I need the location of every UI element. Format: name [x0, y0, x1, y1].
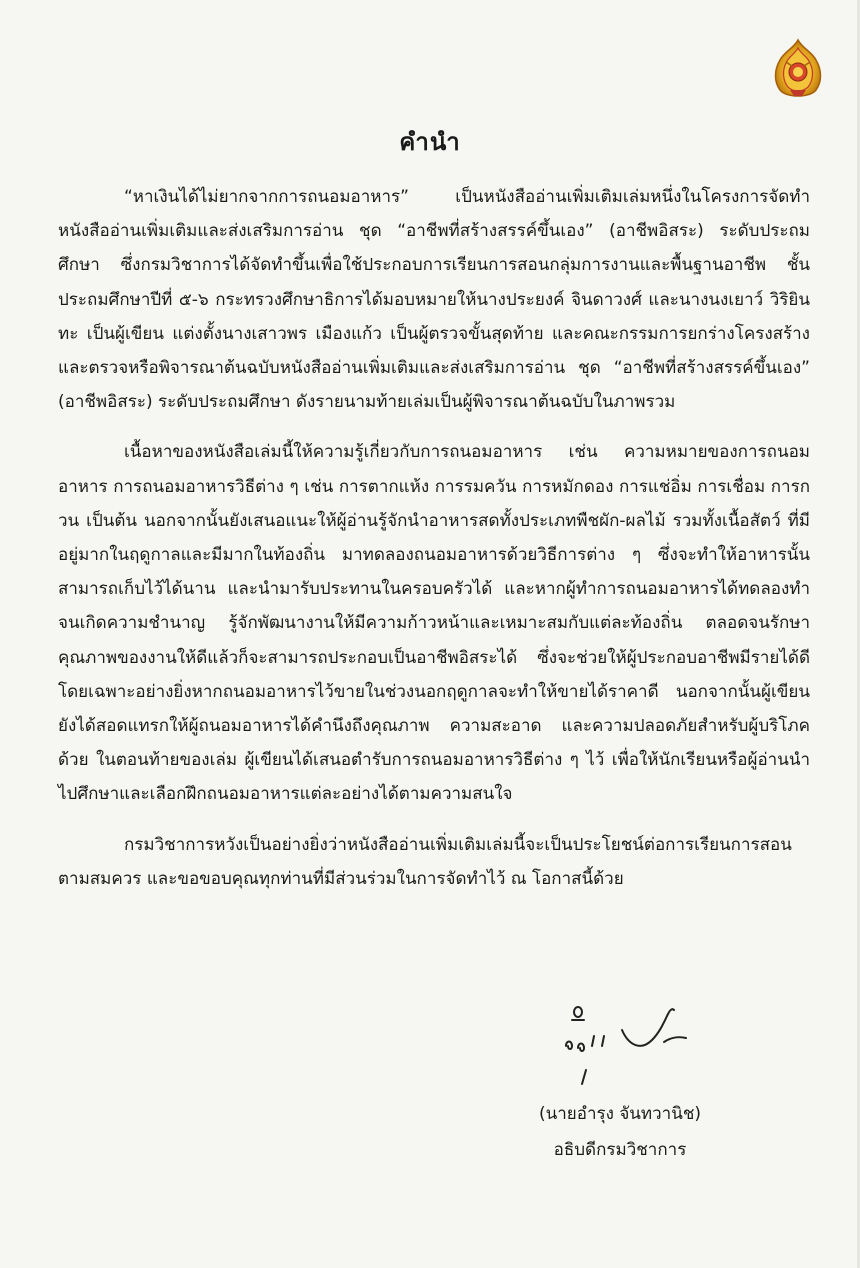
signer-position: อธิบดีกรมวิชาการ [553, 1140, 687, 1160]
paragraph-intro: “หาเงินได้ไม่ยากจากการถนอมอาหาร” เป็นหนังสืออ่านเพิ่มเติมเล่มหนึ่งในโครงการจัดทำหนังสืออ่านเพิ่มเติมและส่งเสริมการอ่าน ชุด “อาชีพที่สร้างสรรค์ขึ้นเอง” (อาชีพอิสระ) ระดับประถมศึกษา ซึ่งกรมวิชาการได้จัดทำขึ้นเพื่อใช้ประกอบการเรียนการสอนกลุ่มการงานและพื้นฐานอาชีพ ชั้นประถมศึกษาปีที่ ๕-๖ กระทรวงศึกษาธิการได้มอบหมายให้นางประยงค์ จินดาวงศ์ และนางนงเยาว์ วิริยินทะ เป็นผู้เขียน แต่งตั้งนางเสาวพร เมืองแก้ว เป็นผู้ตรวจขั้นสุดท้าย และคณะกรรมการยกร่างโครงสร้างและตรวจหรือพิจารณาต้นฉบับหนังสืออ่านเพิ่มเติมและส่งเสริมการอ่าน ชุด “อาชีพที่สร้างสรรค์ขึ้นเอง” (อาชีพอิสระ) ระดับประถมศึกษา ดังรายนามท้ายเล่มเป็นผู้พิจารณาต้นฉบับในภาพรวม [58, 187, 810, 413]
signer-name: (นายอำรุง จันทวานิช) [538, 1104, 702, 1124]
thai-garuda-emblem-icon [772, 38, 824, 100]
body-text [58, 180, 810, 896]
page-title: คำนำ [399, 128, 461, 156]
handwritten-signature-icon [560, 1000, 730, 1090]
paragraph-content: เนื้อหาของหนังสือเล่มนี้ให้ความรู้เกี่ยวกับการถนอมอาหาร เช่น ความหมายของการถนอมอาหาร การถนอมอาหารวิธีต่าง ๆ เช่น การตากแห้ง การรมควัน การหมักดอง การแช่อิ่ม การเชื่อม การกวน เป็นต้น นอกจากนั้นยังเสนอแนะให้ผู้อ่านรู้จักนำอาหารสดทั้งประเภทพืชผัก-ผลไม้ รวมทั้งเนื้อสัตว์ ที่มีอยู่มากในฤดูกาลและมีมากในท้องถิ่น มาทดลองถนอมอาหารด้วยวิธีการต่าง ๆ ซึ่งจะทำให้อาหารนั้นสามารถเก็บไว้ได้นาน และนำมารับประทานในครอบครัวได้ และหากผู้ทำการถนอมอาหารได้ทดลองทำจนเกิดความชำนาญ รู้จักพัฒนางานให้มีความก้าวหน้าและเหมาะสมกับแต่ละท้องถิ่น ตลอดจนรักษาคุณภาพของงานให้ดีแล้วก็จะสามารถประกอบเป็นอาชีพอิสระได้ ซึ่งจะช่วยให้ผู้ประกอบอาชีพมีรายได้ดี โดยเฉพาะอย่างยิ่งหากถนอมอาหารไว้ขายในช่วงนอกฤดูกาลจะทำให้ขายได้ราคาดี นอกจากนั้นผู้เขียนยังได้สอดแทรกให้ผู้ถนอมอาหารได้คำนึงถึงคุณภาพ ความสะอาด และความปลอดภัยสำหรับผู้บริโภคด้วย ในตอนท้ายของเล่ม ผู้เขียนได้เสนอตำรับการถนอมอาหารวิธีต่าง ๆ ไว้ เพื่อให้นักเรียนหรือผู้อ่านนำไปศึกษาและเลือกฝึกถนอมอาหารแต่ละอย่างได้ตามความสนใจ [58, 442, 810, 805]
paragraph-closing: กรมวิชาการหวังเป็นอย่างยิ่งว่าหนังสืออ่านเพิ่มเติมเล่มนี้จะเป็นประโยชน์ต่อการเรียนการสอนตามสมควร และขอขอบคุณทุกท่านที่มีส่วนร่วมในการจัดทำไว้ ณ โอกาสนี้ด้วย [58, 834, 792, 889]
